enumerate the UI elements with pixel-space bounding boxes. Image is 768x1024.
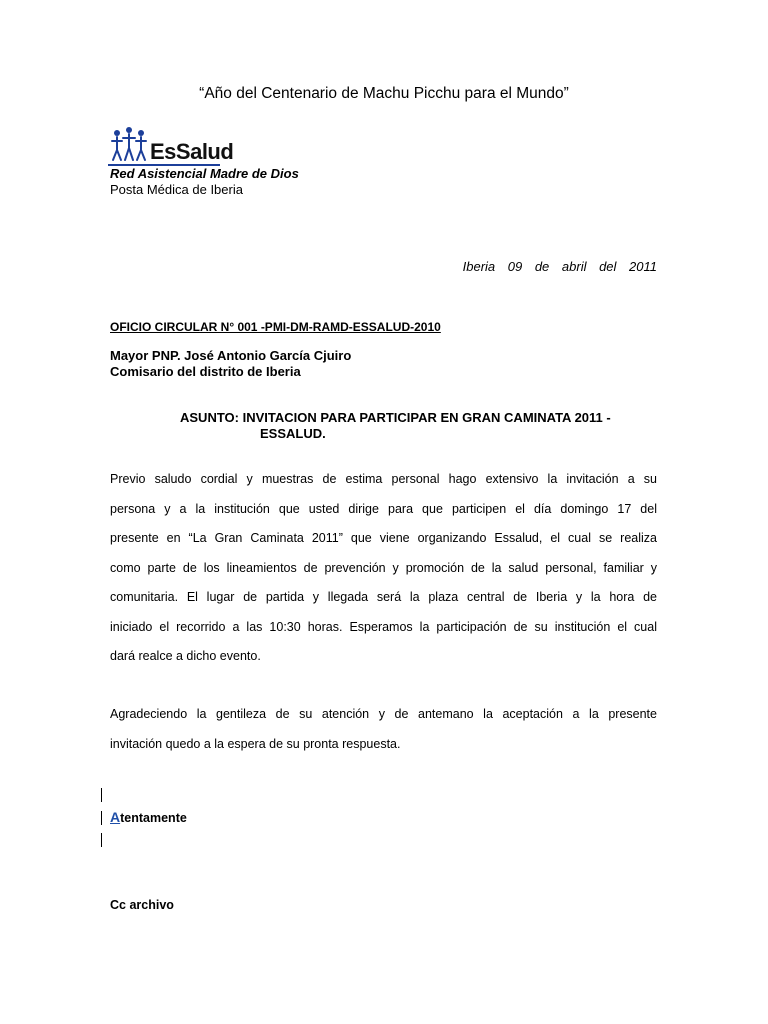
header-motto: “Año del Centenario de Machu Picchu para el Mundo”	[199, 85, 569, 102]
text-cursor-marker	[101, 811, 102, 825]
cc-archive: Cc archivo	[110, 898, 174, 912]
closing-rest: tentamente	[120, 811, 187, 825]
paragraph-line: Previo saludo cordial y muestras de estima personal hago extensivo la invitación a su	[110, 472, 657, 486]
closing-first-letter: A	[110, 809, 121, 825]
subject-line-1: ASUNTO: INVITACION PARA PARTICIPAR EN GRAN CAMINATA 2011 -	[180, 410, 611, 425]
sender-unit: Posta Médica de Iberia	[110, 182, 243, 197]
paragraph-line: Agradeciendo la gentileza de su atención y de antemano la aceptación a la presente	[110, 707, 657, 721]
subject-line-2: ESSALUD.	[260, 426, 326, 441]
body-paragraph-2	[110, 700, 657, 759]
closing-salutation	[110, 809, 187, 825]
sender-org-name: Red Asistencial Madre de Dios	[110, 166, 299, 181]
logo-brand-text: EsSalud	[150, 139, 234, 164]
date-line: Iberia 09 de abril del 2011	[462, 259, 657, 274]
paragraph-line: dará realce a dicho evento.	[110, 649, 261, 663]
paragraph-line: como parte de los lineamientos de prevención y promoción de la salud personal, familiar y	[110, 560, 657, 575]
paragraph-line: persona y a la institución que usted dirige para que participen el día domingo 17 del	[110, 501, 657, 516]
people-group-icon	[108, 126, 154, 166]
paragraph-line: presente en “La Gran Caminata 2011” que viene organizando Essalud, el cual se realiza	[110, 531, 657, 545]
paragraph-line: invitación quedo a la espera de su pronta respuesta.	[110, 736, 401, 751]
document-reference: OFICIO CIRCULAR N° 001 -PMI-DM-RAMD-ESSALUD-2010	[110, 320, 441, 334]
body-paragraph-1	[110, 465, 657, 672]
recipient-title: Comisario del distrito de Iberia	[110, 364, 301, 379]
paragraph-line: comunitaria. El lugar de partida y llegada será la plaza central de Iberia y la hora de	[110, 590, 657, 604]
paragraph-line: iniciado el recorrido a las 10:30 horas. Esperamos la participación de su institución el cual	[110, 619, 657, 634]
text-cursor-marker	[101, 833, 102, 847]
text-cursor-marker	[101, 788, 102, 802]
recipient-name: Mayor PNP. José Antonio García Cjuiro	[110, 348, 352, 363]
